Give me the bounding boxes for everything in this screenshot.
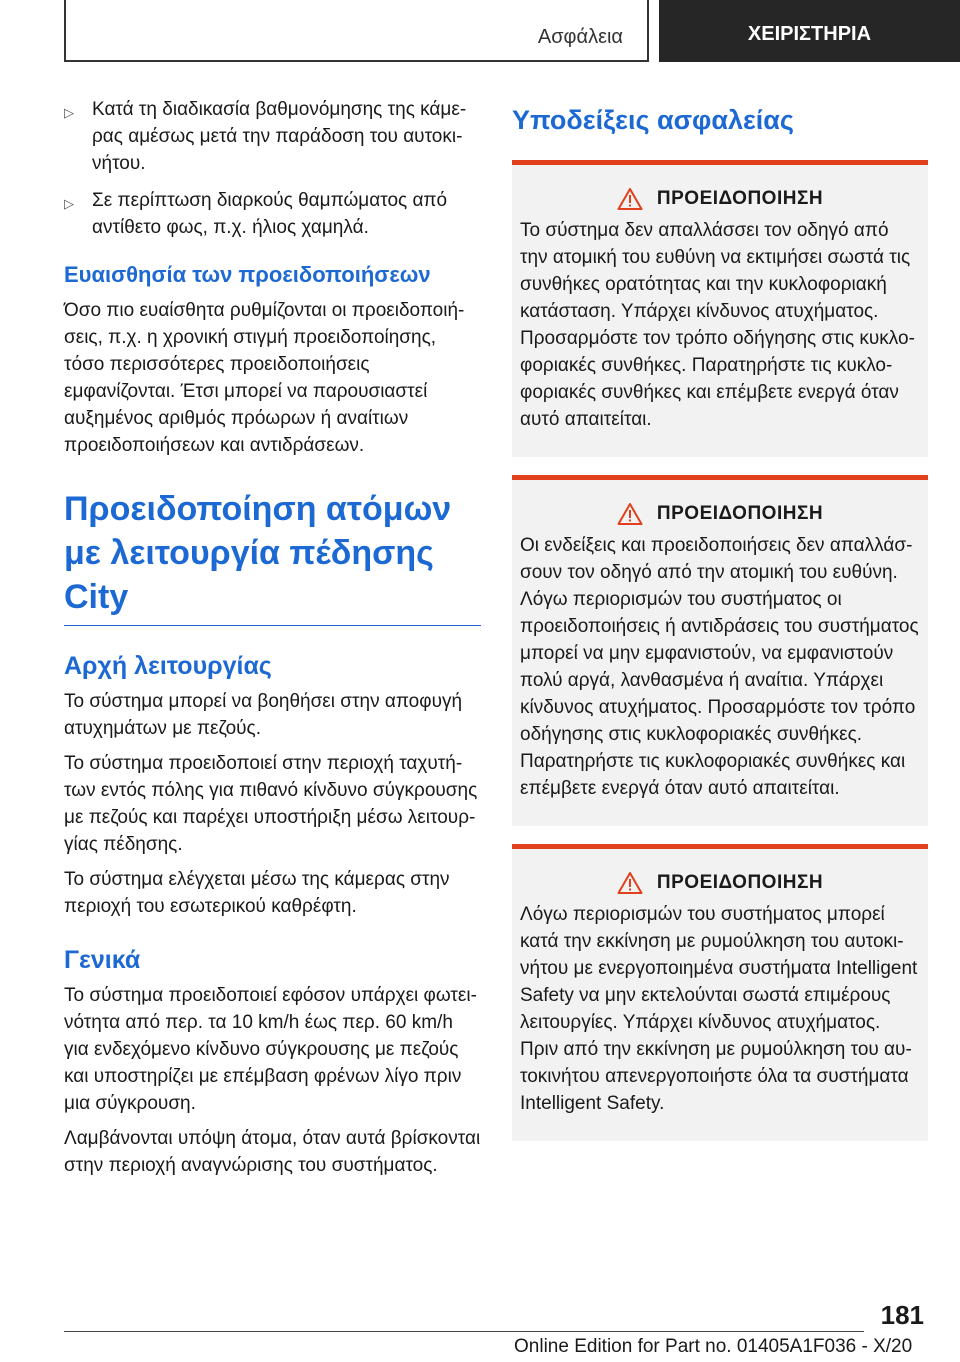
- warning-label: ΠΡΟΕΙΔΟΠΟΙΗΣΗ: [656, 503, 824, 524]
- warning-header: [520, 187, 920, 211]
- header-section-box: [64, 0, 649, 62]
- list-item: [64, 187, 481, 241]
- chapter-tab[interactable]: ΧΕΙΡΙΣΤΗΡΙΑ: [659, 0, 960, 62]
- page-header: [64, 0, 960, 64]
- triangle-bullet-icon: ▷: [64, 196, 74, 211]
- warning-header: [520, 502, 920, 526]
- principle-paragraph: Το σύστημα μπορεί να βοηθήσει στην αποφυγή ατυχημάτων με πεζούς.: [64, 691, 463, 739]
- warning-box: [512, 844, 928, 1141]
- warning-label: ΠΡΟΕΙΔΟΠΟΙΗΣΗ: [656, 188, 824, 209]
- list-item-text: Κατά τη διαδικασία βαθμονόμησης της κάμερας αμέσως μετά την παράδοση του αυτοκινήτου.: [92, 99, 467, 174]
- list-item: [64, 96, 481, 177]
- warning-text: Οι ενδείξεις και προειδοποιήσεις δεν απαλλάσσουν τον οδηγό από την ατομική του ευθύνη. Λόγω περιορισμών του συστήματος οι προειδοποιήσεις ή αντιδράσεις του συστήματος μπορεί να μην εμφανιστούν, να εμφανιστούν πολύ αργά, λανθασμένα ή αναίτια. Υπάρχει κίνδυνος ατυχήματος. Προσαρμόστε τον τρόπο οδήγησης στις κυκλοφοριακές συνθήκες. Παρατηρήστε τις κυκλοφοριακές συνθήκες και επέμβετε ενεργά όταν αυτό απαιτείται.: [520, 535, 919, 799]
- warning-header: [520, 871, 920, 895]
- general-paragraph: Λαμβάνονται υπόψη άτομα, όταν αυτά βρίσκονται στην περιοχή αναγνώρισης του συστήματος.: [64, 1128, 481, 1176]
- warning-triangle-icon: [617, 187, 643, 211]
- list-item-text: Σε περίπτωση διαρκούς θαμπώματος από αντίθετο φως, π.χ. ήλιος χαμηλά.: [92, 190, 448, 238]
- sensitivity-heading: Ευαισθησία των προειδοποιήσεων: [64, 262, 431, 287]
- warning-text: Λόγω περιορισμών του συστήματος μπορεί κατά την εκκίνηση με ρυμούλκηση του αυτοκινήτου με ενεργοποιημένα συστήματα Intelligent Safety να μην εκτελούνται σωστά επιμέρους λειτουργίες. Υπάρχει κίνδυνος ατυχήματος. Πριν από την εκκίνηση με ρυμούλκηση του αυτοκινήτου απενεργοποιήστε όλα τα συστήματα Intelligent Safety.: [520, 904, 918, 1114]
- warning-text: Το σύστημα δεν απαλλάσσει τον οδηγό από την ατομική του ευθύνη να εκτιμήσει σωστά τις συνθήκες ορατότητας και την κυκλοφοριακή κατάσταση. Υπάρχει κίνδυνος ατυχήματος. Προσαρμόστε τον τρόπο οδήγησης στις κυκλοφοριακές συνθήκες. Παρατηρήστε τις κυκλοφοριακές συνθήκες και επέμβετε ενεργά όταν αυτό απαιτείται.: [520, 220, 915, 430]
- warning-triangle-icon: [617, 502, 643, 526]
- triangle-bullet-icon: ▷: [64, 105, 74, 120]
- right-column: [512, 96, 928, 1159]
- general-heading: Γενικά: [64, 946, 141, 974]
- warning-box: [512, 160, 928, 457]
- warning-box: [512, 475, 928, 826]
- sensitivity-text: Όσο πιο ευαίσθητα ρυθμίζονται οι προειδοποιήσεις, π.χ. η χρονική στιγμή προειδοποίησης, τόσο περισσότερες προειδοποιήσεις εμφανίζονται. Έτσι μπορεί να παρουσιαστεί αυξημένος αριθμός πρόωρων ή αναίτιων προειδοποιήσεων και αντιδράσεων.: [64, 300, 465, 456]
- safety-notes-title: Υποδείξεις ασφαλείας: [512, 105, 794, 135]
- principle-paragraph: Το σύστημα ελέγχεται μέσω της κάμερας στην περιοχή του εσωτερικού καθρέφτη.: [64, 869, 450, 917]
- principle-paragraph: Το σύστημα προειδοποιεί στην περιοχή ταχυτήτων εντός πόλης για πιθανό κίνδυνο σύγκρουσης με πεζούς και παρέχει υποστήριξη μέσω λειτουργίας πέδησης.: [64, 753, 478, 855]
- footer-divider: [64, 1331, 864, 1332]
- left-column: [64, 96, 481, 1187]
- general-paragraph: Το σύστημα προειδοποιεί εφόσον υπάρχει φωτεινότητα από περ. τα 10 km/h έως περ. 60 km/h για ενδεχόμενο κίνδυνο σύγκρουσης με πεζούς και υποστηρίζει με επέμβαση φρένων λίγο πριν μια σύγκρουση.: [64, 985, 477, 1114]
- warning-label: ΠΡΟΕΙΔΟΠΟΙΗΣΗ: [656, 872, 824, 893]
- section-title: Ασφάλεια: [537, 26, 623, 48]
- principle-heading: Αρχή λειτουργίας: [64, 652, 272, 680]
- main-heading: Προειδοποίηση ατόμων με λειτουργία πέδησης City: [64, 487, 481, 626]
- footer-edition: Online Edition for Part no. 01405A1F036 - X/20: [514, 1336, 913, 1357]
- warning-triangle-icon: [617, 871, 643, 895]
- page-number: 181: [880, 1300, 924, 1330]
